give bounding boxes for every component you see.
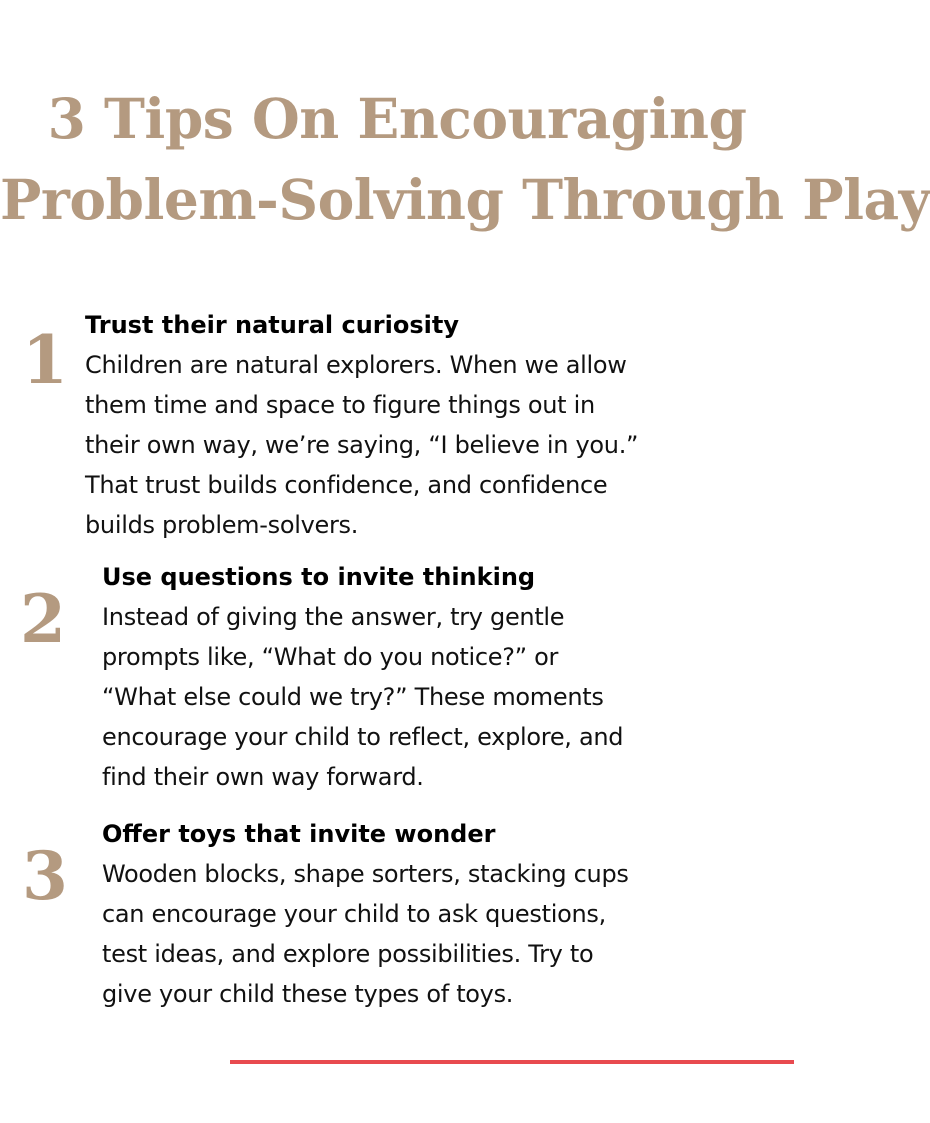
tip-1 [85, 310, 638, 545]
tip-body-line: builds problem-solvers. [85, 511, 359, 539]
tip-heading: Offer toys that invite wonder [102, 820, 496, 848]
tip-2 [102, 562, 623, 797]
tip-body-line: “What else could we try?” These moments [102, 683, 604, 711]
tip-number-1: 1 [22, 321, 68, 399]
tip-body-line: Wooden blocks, shape sorters, stacking cups [102, 860, 629, 888]
tip-heading: Trust their natural curiosity [85, 311, 459, 339]
divider-line [230, 1060, 794, 1064]
tip-body-line: can encourage your child to ask questions, [102, 900, 606, 928]
tip-body-line: prompts like, “What do you notice?” or [102, 643, 559, 671]
tip-heading: Use questions to invite thinking [102, 563, 536, 591]
tip-body-line: That trust builds confidence, and confidence [85, 471, 608, 499]
tip-body-line: encourage your child to reflect, explore, and [102, 723, 624, 751]
page-title-line-2: Problem-Solving Through Play [0, 167, 930, 232]
tip-number-3: 3 [22, 837, 68, 915]
tip-3 [102, 819, 629, 1014]
tip-body-line: give your child these types of toys. [102, 980, 514, 1008]
tip-number-2: 2 [20, 580, 66, 658]
tip-body-line: Instead of giving the answer, try gentle [102, 603, 565, 631]
page-title [0, 78, 930, 240]
page-title-line-1: 3 Tips On Encouraging [47, 86, 747, 151]
tip-body-line: their own way, we’re saying, “I believe in you.” [85, 431, 639, 459]
tip-body-line: them time and space to figure things out in [85, 391, 595, 419]
tip-body-line: Children are natural explorers. When we allow [85, 351, 627, 379]
tip-body-line: test ideas, and explore possibilities. Try to [102, 940, 594, 968]
tip-body-line: find their own way forward. [102, 763, 424, 791]
